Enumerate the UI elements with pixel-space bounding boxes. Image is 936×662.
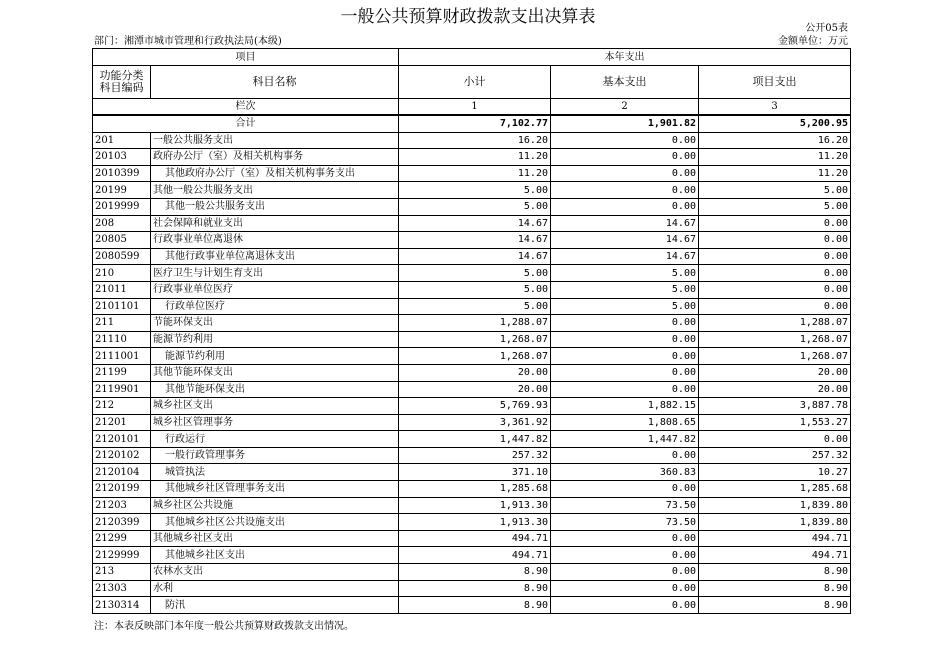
header-row-index [93,99,851,116]
row-project: 257.32 [699,447,851,464]
row-subject-name: 其他一般公共服务支出 [151,198,399,215]
header-col3: 3 [699,99,851,116]
header-subtotal: 小计 [399,66,551,99]
row-code: 21011 [93,281,151,298]
row-basic: 5.00 [551,281,699,298]
row-basic: 1,447.82 [551,431,699,448]
row-project: 20.00 [699,364,851,381]
row-subject-name: 行政事业单位离退休 [151,232,399,249]
row-subtotal: 1,288.07 [399,315,551,332]
row-code: 2120102 [93,447,151,464]
table-row [93,497,851,514]
row-basic: 73.50 [551,497,699,514]
row-basic: 0.00 [551,530,699,547]
row-basic: 0.00 [551,315,699,332]
table-row [93,431,851,448]
table-row [93,364,851,381]
row-subject-name: 医疗卫生与计划生育支出 [151,265,399,282]
row-subtotal: 5.00 [399,281,551,298]
row-subject-name: 行政单位医疗 [151,298,399,315]
row-code: 21203 [93,497,151,514]
row-subtotal: 20.00 [399,381,551,398]
row-subtotal: 5.00 [399,182,551,199]
row-basic: 0.00 [551,447,699,464]
row-project: 1,285.68 [699,481,851,498]
header-current-year: 本年支出 [399,49,851,66]
row-subtotal: 5.00 [399,265,551,282]
row-project: 1,268.07 [699,348,851,365]
table-row [93,132,851,149]
row-basic: 0.00 [551,381,699,398]
total-subtotal: 7,102.77 [399,115,551,132]
row-subject-name: 能源节约利用 [151,331,399,348]
row-subtotal: 8.90 [399,597,551,614]
row-subject-name: 其他城乡社区管理事务支出 [151,481,399,498]
row-basic: 0.00 [551,597,699,614]
row-code: 211 [93,315,151,332]
row-subtotal: 257.32 [399,447,551,464]
row-code: 21299 [93,530,151,547]
row-code: 2019999 [93,198,151,215]
row-project: 20.00 [699,381,851,398]
row-subject-name: 城管执法 [151,464,399,481]
row-project: 0.00 [699,232,851,249]
row-subject-name: 其他行政事业单位离退休支出 [151,248,399,265]
row-subject-name: 其他城乡社区公共设施支出 [151,514,399,531]
total-label: 合计 [93,115,399,132]
row-code: 21303 [93,580,151,597]
row-project: 1,553.27 [699,414,851,431]
form-number: 公开05表 [805,23,848,34]
row-project: 494.71 [699,547,851,564]
row-basic: 1,882.15 [551,398,699,415]
row-code: 213 [93,564,151,581]
row-code: 2010399 [93,165,151,182]
row-basic: 14.67 [551,232,699,249]
row-subject-name: 行政运行 [151,431,399,448]
row-code: 2080599 [93,248,151,265]
row-project: 1,839.80 [699,514,851,531]
row-code: 2101101 [93,298,151,315]
table-row [93,265,851,282]
row-subject-name: 一般公共服务支出 [151,132,399,149]
row-basic: 0.00 [551,331,699,348]
row-subject-name: 其他政府办公厅（室）及相关机构事务支出 [151,165,399,182]
row-project: 3,887.78 [699,398,851,415]
row-code: 20103 [93,149,151,166]
row-basic: 0.00 [551,564,699,581]
row-code: 2130314 [93,597,151,614]
row-basic: 0.00 [551,580,699,597]
row-subject-name: 其他城乡社区支出 [151,547,399,564]
row-subject-name: 其他节能环保支出 [151,364,399,381]
row-subtotal: 1,913.30 [399,514,551,531]
row-subtotal: 8.90 [399,580,551,597]
row-code: 2120199 [93,481,151,498]
row-code: 210 [93,265,151,282]
row-code: 20199 [93,182,151,199]
table-row [93,447,851,464]
table-row [93,198,851,215]
header-column-index: 栏次 [93,99,399,116]
row-code: 2111001 [93,348,151,365]
row-project: 10.27 [699,464,851,481]
table-row [93,281,851,298]
amount-unit-label: 金额单位：万元 [778,36,848,47]
row-project: 0.00 [699,265,851,282]
row-code: 21201 [93,414,151,431]
row-subtotal: 14.67 [399,248,551,265]
row-subtotal: 1,447.82 [399,431,551,448]
row-project: 0.00 [699,248,851,265]
row-project: 494.71 [699,530,851,547]
table-row [93,232,851,249]
header-subject-name: 科目名称 [151,66,399,99]
row-basic: 0.00 [551,132,699,149]
row-subtotal: 5.00 [399,298,551,315]
row-basic: 0.00 [551,165,699,182]
row-project: 16.20 [699,132,851,149]
row-basic: 0.00 [551,198,699,215]
table-row [93,348,851,365]
row-subject-name: 行政事业单位医疗 [151,281,399,298]
row-basic: 360.83 [551,464,699,481]
row-subtotal: 1,285.68 [399,481,551,498]
table-row [93,530,851,547]
row-code: 201 [93,132,151,149]
row-code: 208 [93,215,151,232]
table-row [93,315,851,332]
row-project: 1,268.07 [699,331,851,348]
row-subject-name: 城乡社区支出 [151,398,399,415]
total-basic: 1,901.82 [551,115,699,132]
row-basic: 14.67 [551,248,699,265]
row-subtotal: 494.71 [399,547,551,564]
row-project: 0.00 [699,431,851,448]
row-project: 1,839.80 [699,497,851,514]
row-subject-name: 社会保障和就业支出 [151,215,399,232]
row-subject-name: 其他节能环保支出 [151,381,399,398]
header-func-code: 功能分类科目编码 [93,66,151,99]
row-subject-name: 防汛 [151,597,399,614]
row-project: 8.90 [699,597,851,614]
row-subject-name: 水利 [151,580,399,597]
row-subtotal: 1,268.07 [399,348,551,365]
row-subject-name: 能源节约利用 [151,348,399,365]
table-row [93,149,851,166]
table-row [93,331,851,348]
row-subtotal: 14.67 [399,232,551,249]
row-subject-name: 其他一般公共服务支出 [151,182,399,199]
table-row [93,547,851,564]
table-row [93,564,851,581]
total-project: 5,200.95 [699,115,851,132]
row-basic: 5.00 [551,298,699,315]
row-project: 0.00 [699,281,851,298]
row-basic: 0.00 [551,149,699,166]
row-subtotal: 1,913.30 [399,497,551,514]
row-basic: 0.00 [551,364,699,381]
row-subtotal: 20.00 [399,364,551,381]
row-subtotal: 494.71 [399,530,551,547]
row-project: 0.00 [699,298,851,315]
total-row [93,115,851,132]
row-project: 11.20 [699,165,851,182]
table-row [93,597,851,614]
row-subtotal: 11.20 [399,165,551,182]
row-subtotal: 16.20 [399,132,551,149]
row-project: 0.00 [699,215,851,232]
row-basic: 0.00 [551,481,699,498]
row-project: 5.00 [699,182,851,199]
table-row [93,580,851,597]
row-project: 5.00 [699,198,851,215]
header-item: 项目 [93,49,399,66]
department-label: 部门：湘潭市城市管理和行政执法局(本级) [94,36,282,47]
table-row [93,165,851,182]
row-basic: 0.00 [551,547,699,564]
row-subtotal: 11.20 [399,149,551,166]
row-code: 2120101 [93,431,151,448]
row-subtotal: 3,361.92 [399,414,551,431]
row-code: 2120399 [93,514,151,531]
table-row [93,381,851,398]
table-row [93,298,851,315]
row-project: 1,288.07 [699,315,851,332]
table-row [93,398,851,415]
header-col2: 2 [551,99,699,116]
row-basic: 1,808.65 [551,414,699,431]
table-row [93,481,851,498]
row-basic: 0.00 [551,348,699,365]
row-subject-name: 农林水支出 [151,564,399,581]
row-code: 21110 [93,331,151,348]
table-row [93,464,851,481]
row-basic: 73.50 [551,514,699,531]
row-project: 8.90 [699,564,851,581]
footnote: 注：本表反映部门本年度一般公共预算财政拨款支出情况。 [94,621,354,632]
table-row [93,414,851,431]
row-code: 2129999 [93,547,151,564]
header-basic: 基本支出 [551,66,699,99]
table-row [93,514,851,531]
row-project: 11.20 [699,149,851,166]
header-row-columns [93,66,851,99]
row-subtotal: 1,268.07 [399,331,551,348]
row-subtotal: 5.00 [399,198,551,215]
row-code: 2120104 [93,464,151,481]
expenditure-table [92,48,851,614]
header-col1: 1 [399,99,551,116]
row-basic: 14.67 [551,215,699,232]
row-basic: 0.00 [551,182,699,199]
row-subject-name: 节能环保支出 [151,315,399,332]
row-code: 212 [93,398,151,415]
row-subject-name: 城乡社区公共设施 [151,497,399,514]
row-subtotal: 14.67 [399,215,551,232]
row-subtotal: 371.10 [399,464,551,481]
page-title: 一般公共预算财政拨款支出决算表 [340,7,596,27]
row-subject-name: 政府办公厅（室）及相关机构事务 [151,149,399,166]
row-subject-name: 一般行政管理事务 [151,447,399,464]
row-code: 20805 [93,232,151,249]
row-code: 21199 [93,364,151,381]
row-project: 8.90 [699,580,851,597]
row-subtotal: 8.90 [399,564,551,581]
row-basic: 5.00 [551,265,699,282]
header-project: 项目支出 [699,66,851,99]
row-subject-name: 其他城乡社区支出 [151,530,399,547]
table-row [93,248,851,265]
row-subtotal: 5,769.93 [399,398,551,415]
row-subject-name: 城乡社区管理事务 [151,414,399,431]
header-row-top [93,49,851,66]
table-row [93,215,851,232]
table-row [93,182,851,199]
row-code: 2119901 [93,381,151,398]
